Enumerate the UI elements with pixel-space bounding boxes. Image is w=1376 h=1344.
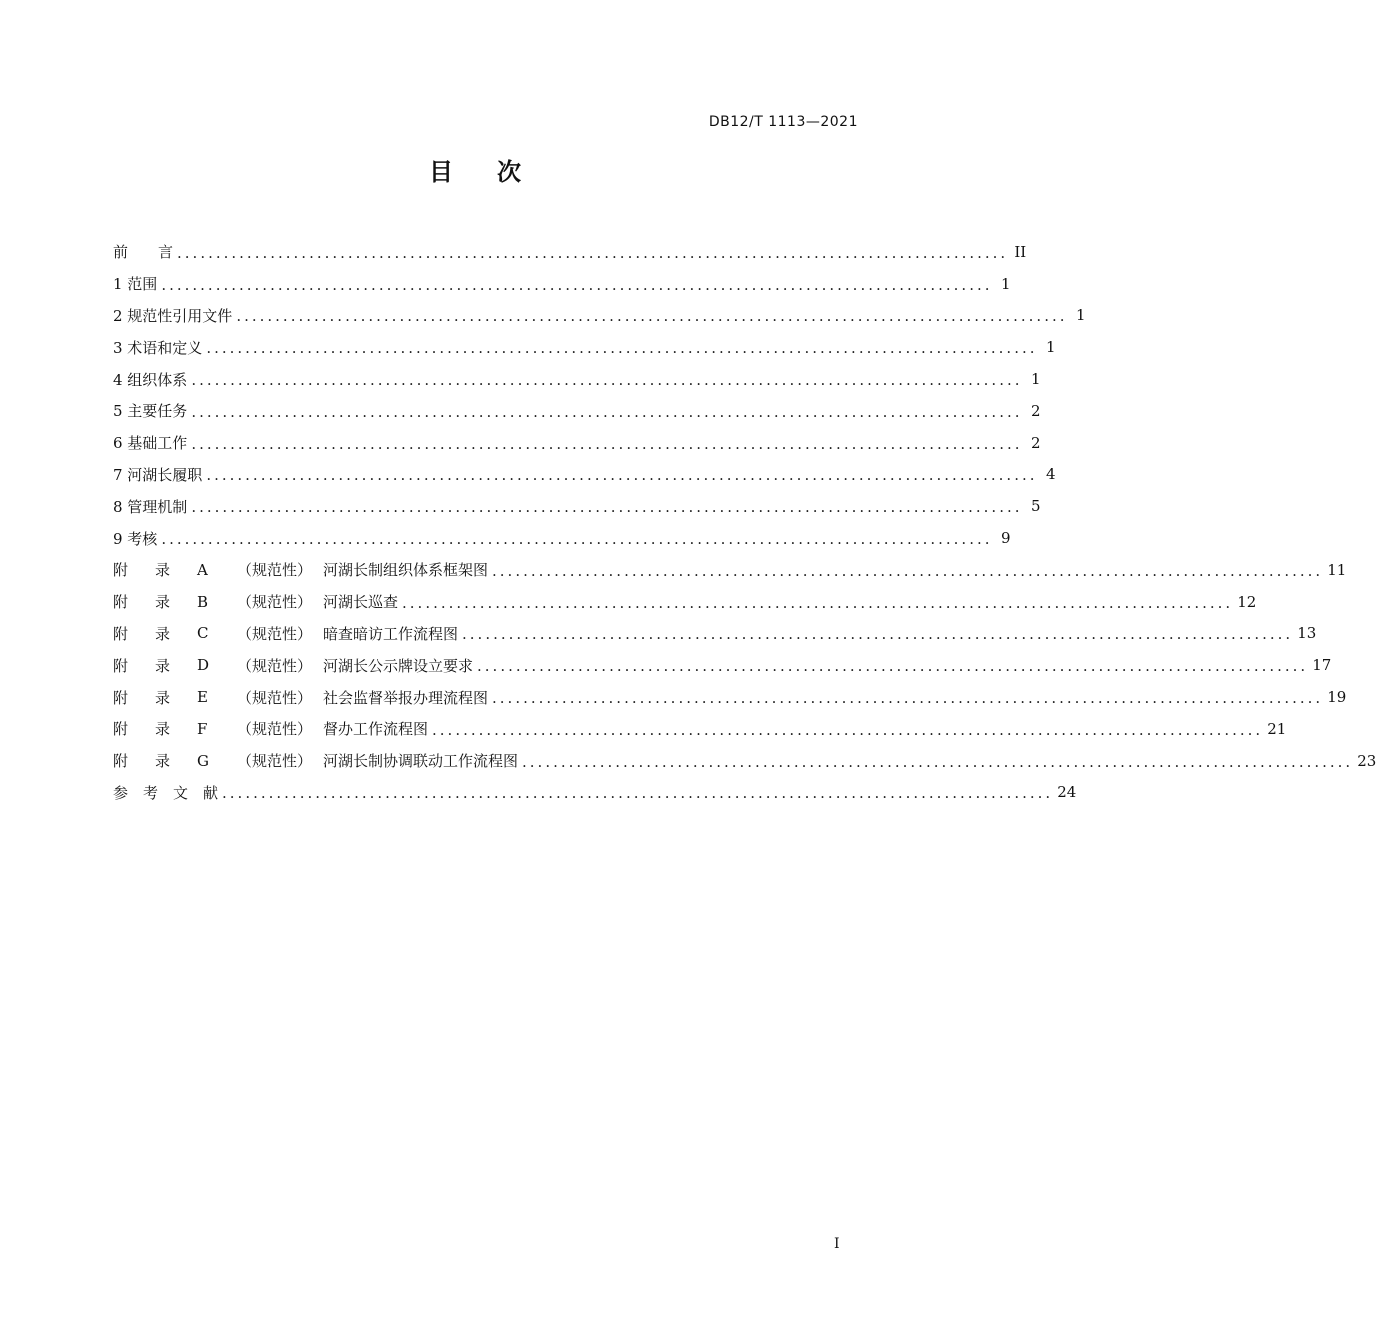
toc-entry-label: 1 范围 bbox=[113, 275, 158, 294]
toc-entry[interactable] bbox=[113, 300, 1086, 332]
toc-leader-dots: ........................................................................................................... bbox=[191, 402, 1023, 421]
appendix-type: （规范性） bbox=[237, 624, 313, 643]
appendix-type: （规范性） bbox=[237, 752, 313, 771]
toc-entry-label bbox=[113, 655, 473, 676]
toc-appendix-entry[interactable] bbox=[113, 618, 1317, 650]
appendix-prefix-1: 附 bbox=[113, 561, 129, 580]
appendix-letter: B bbox=[197, 592, 209, 611]
appendix-type: （规范性） bbox=[237, 561, 313, 580]
appendix-title: 暗查暗访工作流程图 bbox=[323, 624, 459, 643]
toc-appendix-entry[interactable] bbox=[113, 745, 1376, 777]
toc-leader-dots: ........................................................................................................... bbox=[161, 530, 993, 549]
toc-page-number: 13 bbox=[1297, 624, 1317, 643]
toc-leader-dots: ........................................................................................................... bbox=[492, 689, 1324, 708]
appendix-type: （规范性） bbox=[237, 656, 313, 675]
appendix-prefix-2: 录 bbox=[155, 561, 171, 580]
appendix-prefix-2: 录 bbox=[155, 752, 171, 771]
toc-leader-dots: ........................................................................................................... bbox=[477, 657, 1309, 676]
toc-page-number: 24 bbox=[1057, 783, 1077, 802]
page-title-part-2: 次 bbox=[497, 158, 521, 186]
appendix-title: 督办工作流程图 bbox=[323, 720, 429, 739]
toc-page-number: 1 bbox=[1030, 370, 1041, 389]
appendix-prefix-1: 附 bbox=[113, 752, 129, 771]
toc-leader-dots: ........................................................................................................... bbox=[191, 498, 1023, 517]
toc-page-number: 1 bbox=[1045, 338, 1056, 357]
appendix-prefix bbox=[113, 687, 197, 708]
appendix-letter: G bbox=[197, 751, 209, 770]
toc-page-number: 11 bbox=[1327, 560, 1347, 579]
appendix-prefix-1: 附 bbox=[113, 720, 129, 739]
toc-leader-dots: ........................................................................................................... bbox=[402, 593, 1234, 612]
toc-appendix-entry[interactable] bbox=[113, 681, 1347, 713]
toc-entry-label bbox=[113, 718, 428, 739]
toc-page-number: 2 bbox=[1030, 401, 1041, 420]
toc-entry-label bbox=[113, 559, 488, 580]
appendix-title: 河湖长制协调联动工作流程图 bbox=[323, 752, 519, 771]
page-title bbox=[0, 152, 950, 187]
toc-leader-dots: ........................................................................................................... bbox=[206, 339, 1038, 358]
appendix-title: 河湖长巡查 bbox=[323, 593, 399, 612]
toc-leader-dots: ........................................................................................................... bbox=[161, 275, 993, 294]
appendix-type: （规范性） bbox=[237, 720, 313, 739]
toc-entry-label bbox=[113, 591, 398, 612]
appendix-prefix bbox=[113, 655, 197, 676]
toc-entry-label: 5 主要任务 bbox=[113, 402, 188, 421]
toc-appendix-entry[interactable] bbox=[113, 713, 1287, 745]
document-code: DB12/T 1113—2021 bbox=[708, 114, 858, 130]
toc-entry-label bbox=[113, 750, 518, 771]
toc-leader-dots: ........................................................................................................... bbox=[462, 625, 1294, 644]
toc-entry-label: 8 管理机制 bbox=[113, 497, 188, 516]
appendix-title: 社会监督举报办理流程图 bbox=[323, 688, 489, 707]
toc-entry-label bbox=[113, 687, 488, 708]
toc-leader-dots: ........................................................................................................... bbox=[236, 307, 1068, 326]
toc-leader-dots: ........................................................................................................... bbox=[222, 784, 1054, 803]
appendix-prefix-2: 录 bbox=[155, 656, 171, 675]
toc-entry[interactable] bbox=[113, 490, 1041, 522]
appendix-letter: F bbox=[197, 719, 208, 738]
toc-page-number: 17 bbox=[1312, 656, 1332, 675]
toc-page-number: 1 bbox=[1000, 274, 1011, 293]
appendix-letter: A bbox=[197, 560, 208, 579]
appendix-prefix-2: 录 bbox=[155, 720, 171, 739]
appendix-prefix bbox=[113, 559, 197, 580]
appendix-prefix bbox=[113, 591, 197, 612]
toc-appendix-entry[interactable] bbox=[113, 649, 1332, 681]
toc-page-number: 12 bbox=[1237, 592, 1257, 611]
appendix-prefix-1: 附 bbox=[113, 688, 129, 707]
appendix-letter: D bbox=[197, 656, 210, 675]
toc-entry-references[interactable] bbox=[113, 777, 1077, 809]
appendix-prefix bbox=[113, 718, 197, 739]
toc-entry-label: 6 基础工作 bbox=[113, 434, 188, 453]
appendix-title: 河湖长制组织体系框架图 bbox=[323, 561, 489, 580]
appendix-type: （规范性） bbox=[237, 593, 313, 612]
toc-entry-label bbox=[113, 623, 458, 644]
toc-page-number: II bbox=[1014, 242, 1027, 261]
appendix-type: （规范性） bbox=[237, 688, 313, 707]
toc-page-number: 19 bbox=[1327, 688, 1347, 707]
appendix-prefix-2: 录 bbox=[155, 688, 171, 707]
toc-leader-dots: ........................................................................................................... bbox=[177, 243, 1009, 262]
page-title-part-1: 目 bbox=[429, 158, 453, 186]
toc-leader-dots: ........................................................................................................... bbox=[191, 371, 1023, 390]
toc-entry[interactable] bbox=[113, 363, 1041, 395]
toc-page-number: 1 bbox=[1075, 306, 1086, 325]
toc-appendix-entry[interactable] bbox=[113, 554, 1347, 586]
toc-entry[interactable] bbox=[113, 459, 1056, 491]
toc-page-number: 5 bbox=[1030, 497, 1041, 516]
appendix-prefix bbox=[113, 750, 197, 771]
toc-page-number: 9 bbox=[1000, 529, 1011, 548]
appendix-letter: C bbox=[197, 624, 209, 643]
toc-page-number: 23 bbox=[1357, 751, 1376, 770]
toc-entry[interactable] bbox=[113, 522, 1011, 554]
appendix-prefix-2: 录 bbox=[155, 624, 171, 643]
toc-page-number: 21 bbox=[1267, 719, 1287, 738]
toc-page-number: 2 bbox=[1030, 433, 1041, 452]
toc-entry-label: 3 术语和定义 bbox=[113, 338, 203, 357]
toc-page-number: 4 bbox=[1045, 465, 1056, 484]
appendix-title: 河湖长公示牌设立要求 bbox=[323, 656, 474, 675]
appendix-letter: E bbox=[197, 688, 208, 707]
toc-entry-label: 4 组织体系 bbox=[113, 370, 188, 389]
toc-leader-dots: ........................................................................................................... bbox=[492, 561, 1324, 580]
toc-entry-label: 7 河湖长履职 bbox=[113, 465, 203, 484]
appendix-prefix-1: 附 bbox=[113, 624, 129, 643]
appendix-prefix-2: 录 bbox=[155, 593, 171, 612]
toc-entry[interactable] bbox=[113, 427, 1041, 459]
toc-entry[interactable] bbox=[113, 395, 1041, 427]
page-number: I bbox=[834, 1236, 840, 1252]
toc-entry-label: 前 言 bbox=[113, 243, 174, 262]
toc-leader-dots: ........................................................................................................... bbox=[432, 720, 1264, 739]
toc-leader-dots: ........................................................................................................... bbox=[191, 434, 1023, 453]
toc-entry-label: 参 考 文 献 bbox=[113, 783, 219, 802]
appendix-prefix bbox=[113, 623, 197, 644]
toc-leader-dots: ........................................................................................................... bbox=[206, 466, 1038, 485]
toc-entry-foreword[interactable] bbox=[113, 236, 1027, 268]
toc-leader-dots: ........................................................................................................... bbox=[522, 752, 1354, 771]
toc-entry[interactable] bbox=[113, 268, 1011, 300]
appendix-prefix-1: 附 bbox=[113, 593, 129, 612]
toc-entry-label: 2 规范性引用文件 bbox=[113, 306, 233, 325]
table-of-contents bbox=[113, 236, 1376, 808]
appendix-prefix-1: 附 bbox=[113, 656, 129, 675]
toc-appendix-entry[interactable] bbox=[113, 586, 1257, 618]
toc-entry-label: 9 考核 bbox=[113, 529, 158, 548]
toc-entry[interactable] bbox=[113, 331, 1056, 363]
